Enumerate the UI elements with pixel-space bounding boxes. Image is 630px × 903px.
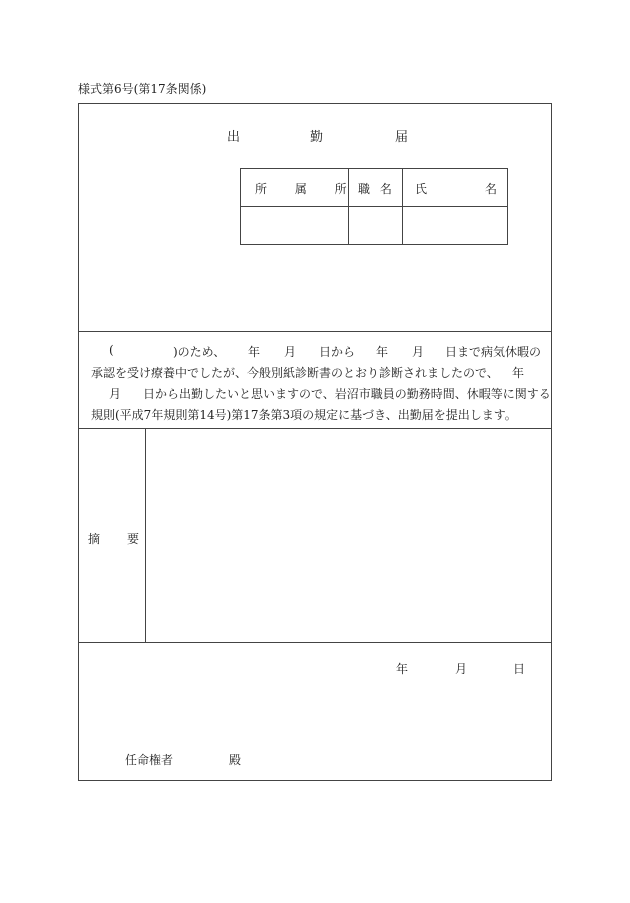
date-year: 年 xyxy=(396,662,409,676)
form-number-label: 様式第6号(第17条関係) xyxy=(78,82,207,96)
year-3: 年 xyxy=(512,366,525,380)
year-2: 年 xyxy=(376,345,389,359)
section-divider-2 xyxy=(79,428,551,429)
month-2: 月 xyxy=(412,345,425,359)
reason-suffix: )のため、 xyxy=(173,345,226,359)
month-3: 月 xyxy=(109,387,122,401)
header-given-name: 名 xyxy=(485,182,498,196)
header-surname: 氏 xyxy=(415,182,428,196)
affiliation-table xyxy=(240,168,508,245)
header-job-title: 職 名 xyxy=(358,182,395,196)
date-day: 日 xyxy=(513,662,526,676)
day-until-sick-leave: 日まで病気休暇の xyxy=(445,345,542,359)
appointing-authority-label: 任命権者 xyxy=(125,753,174,767)
title-char-2: 勤 xyxy=(310,130,324,145)
header-affiliation: 所 属 所 xyxy=(255,182,359,196)
body-line-3: 日から出勤したいと思いますので、岩沼市職員の勤務時間、休暇等に関する xyxy=(143,387,551,401)
name-cell[interactable] xyxy=(403,207,507,244)
body-line-4: 規則(平成7年規則第14号)第17条第3項の規定に基づき、出勤届を提出します。 xyxy=(91,408,517,422)
section-divider-3 xyxy=(79,642,551,643)
date-month: 月 xyxy=(455,662,468,676)
job-title-cell[interactable] xyxy=(349,207,402,244)
year-1: 年 xyxy=(248,345,261,359)
honorific-dono: 殿 xyxy=(229,753,242,767)
body-line-2: 承認を受け療養中でしたが、今般別紙診断書のとおり診断されましたので、 xyxy=(91,366,499,380)
section-divider-1 xyxy=(79,331,551,332)
summary-label-1: 摘 xyxy=(88,532,101,546)
title-char-3: 届 xyxy=(395,130,409,145)
month-1: 月 xyxy=(284,345,297,359)
affiliation-cell[interactable] xyxy=(241,207,348,244)
title-char-1: 出 xyxy=(227,130,241,145)
reason-open-paren: ( xyxy=(109,343,114,357)
summary-divider xyxy=(145,428,146,642)
summary-label-2: 要 xyxy=(127,532,140,546)
day-from: 日から xyxy=(319,345,356,359)
